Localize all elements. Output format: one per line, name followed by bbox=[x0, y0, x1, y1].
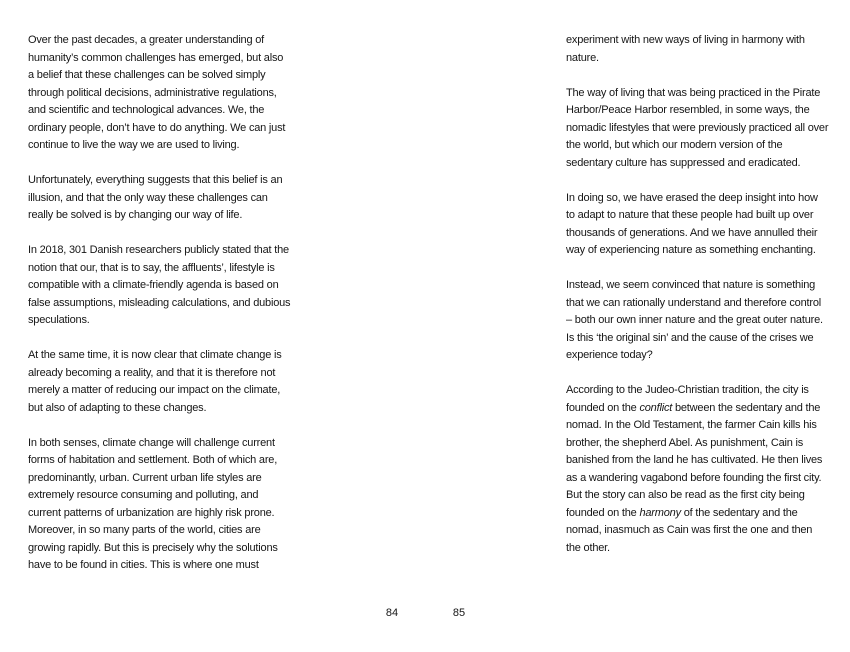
paragraph-text: between the sedentary and the nomad. In the Old Testament, the farmer Cain kills his brother, the shepherd Abel. As punishment, Cain is banished from the land he has cultivated. He then lives as a wandering vagabond before founding the first city. But the story can also be read as the first city being founded on the bbox=[566, 401, 823, 519]
paragraph bbox=[566, 382, 829, 557]
paragraph-text: of the sedentary and the nomad, inasmuch as Cain was first the one and then the other. bbox=[566, 506, 813, 554]
paragraph bbox=[566, 277, 829, 365]
paragraph-text: experiment with new ways of living in harmony with nature. bbox=[566, 34, 805, 64]
page-number-85: 85 bbox=[452, 607, 466, 619]
paragraph bbox=[28, 242, 291, 330]
page-85 bbox=[566, 32, 829, 575]
paragraph-text: The way of living that was being practiced in the Pirate Harbor/Peace Harbor resembled, in some ways, the nomadic lifestyles that were previously practiced all over the world, but which our modern version of the sedentary culture has suppressed and eradicated. bbox=[566, 86, 829, 169]
paragraph bbox=[28, 32, 291, 155]
paragraph-text: Unfortunately, everything suggests that this belief is an illusion, and that the only way these challenges can really be solved is by changing our way of life. bbox=[28, 174, 283, 221]
paragraph bbox=[566, 190, 829, 260]
page-84 bbox=[28, 32, 291, 592]
paragraph-text: Instead, we seem convinced that nature is something that we can rationally understand and therefore control – both our own inner nature and the great outer nature. Is this ‘the original sin’ and the cause of the crises we experience today? bbox=[566, 279, 823, 361]
paragraph-text: In doing so, we have erased the deep insight into how to adapt to nature that these people had built up over thousands of generations. And we have annulled their way of experiencing nature as something enchanting. bbox=[566, 191, 818, 256]
paragraph-text: At the same time, it is now clear that climate change is already becoming a reality, and that it is therefore not merely a matter of reducing our impact on the climate, but also of adapting to these changes. bbox=[28, 349, 282, 414]
emphasized-text: harmony bbox=[639, 506, 681, 519]
paragraph-text: According to the Judeo-Christian tradition, the city is founded on the bbox=[566, 384, 809, 414]
paragraph bbox=[566, 85, 829, 173]
paragraph bbox=[566, 32, 829, 67]
emphasized-text: conflict bbox=[639, 401, 673, 414]
paragraph-text: In 2018, 301 Danish researchers publicly stated that the notion that our, that is to say, the affluents’, lifestyle is compatible with a climate-friendly agenda is based on false assumptions, misleading calculations, and dubious speculations. bbox=[28, 244, 291, 326]
paragraph bbox=[28, 435, 291, 575]
paragraph bbox=[28, 172, 291, 225]
paragraph-text: Over the past decades, a greater understanding of humanity’s common challenges has emerged, but also a belief that these challenges can be solved simply through political decisions, administrative regulations, and scientific and technological advances. We, the ordinary people, don’t have to do anything. We can just continue to live the way we are used to living. bbox=[28, 34, 286, 151]
paragraph-text: In both senses, climate change will challenge current forms of habitation and settlement. Both of which are, predominantly, urban. Current urban life styles are extremely resource consuming and polluting, and current patterns of urbanization are highly risk prone. Moreover, in so many parts of the world, cities are growing rapidly. But this is precisely why the solutions have to be found in cities. This is where one must bbox=[28, 436, 278, 571]
paragraph bbox=[28, 347, 291, 417]
page-number-84: 84 bbox=[385, 607, 399, 619]
